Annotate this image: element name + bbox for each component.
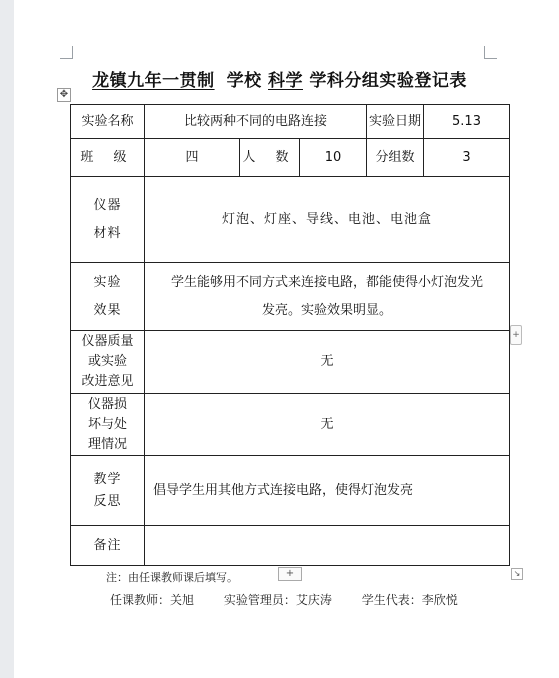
signature-line bbox=[110, 591, 484, 608]
table-row bbox=[71, 105, 510, 139]
experiment-register-table bbox=[70, 104, 510, 566]
table-row bbox=[71, 456, 510, 526]
table-row bbox=[71, 263, 510, 331]
teacher-name: 任课教师：关旭 bbox=[110, 593, 195, 607]
table-row bbox=[71, 177, 510, 263]
materials-label: 仪器 材料 bbox=[71, 177, 145, 263]
table-move-handle-icon[interactable]: ✥ bbox=[57, 88, 71, 102]
class-label: 班 级 bbox=[71, 139, 145, 177]
experiment-date-value[interactable]: 5.13 bbox=[424, 105, 510, 139]
quality-improvement-value[interactable]: 无 bbox=[145, 331, 510, 394]
student-count-value[interactable]: 10 bbox=[300, 139, 367, 177]
table-row bbox=[71, 394, 510, 456]
student-representative-name: 学生代表：李欣悦 bbox=[361, 593, 458, 607]
editor-left-margin bbox=[0, 0, 15, 678]
student-count-label: 人 数 bbox=[240, 139, 300, 177]
teaching-reflection-label: 教学 反思 bbox=[71, 456, 145, 526]
document-title bbox=[0, 66, 559, 91]
materials-value[interactable]: 灯泡、灯座、导线、电池、电池盒 bbox=[145, 177, 510, 263]
title-subject: 科学 bbox=[268, 71, 303, 91]
add-row-button[interactable]: + bbox=[278, 567, 302, 581]
title-school-name: 龙镇九年一贯制 bbox=[92, 71, 215, 91]
table-row bbox=[71, 331, 510, 394]
damage-handling-label: 仪器损 坏与处 理情况 bbox=[71, 394, 145, 456]
table-resize-handle-icon[interactable]: ↘ bbox=[511, 568, 523, 580]
group-count-label: 分组数 bbox=[367, 139, 424, 177]
title-school-suffix: 学校 bbox=[226, 71, 262, 91]
page-corner-mark-top-right bbox=[484, 46, 497, 59]
effect-label: 实验 效果 bbox=[71, 263, 145, 331]
page-corner-mark-top-left bbox=[60, 46, 73, 59]
damage-handling-value[interactable]: 无 bbox=[145, 394, 510, 456]
remarks-label: 备注 bbox=[71, 526, 145, 566]
teaching-reflection-value[interactable]: 倡导学生用其他方式连接电路，使得灯泡发亮 bbox=[145, 456, 510, 526]
class-value[interactable]: 四 bbox=[145, 139, 240, 177]
lab-manager-name: 实验管理员：艾庆涛 bbox=[223, 593, 332, 607]
table-row bbox=[71, 139, 510, 177]
quality-improvement-label: 仪器质量 或实验 改进意见 bbox=[71, 331, 145, 394]
experiment-name-label: 实验名称 bbox=[71, 105, 145, 139]
add-column-handle-icon[interactable]: + bbox=[510, 325, 522, 345]
remarks-value[interactable] bbox=[145, 526, 510, 566]
fill-note: 注：由任课教师课后填写。 bbox=[106, 571, 238, 584]
experiment-name-value[interactable]: 比较两种不同的电路连接 bbox=[145, 105, 367, 139]
effect-value[interactable]: 学生能够用不同方式来连接电路，都能使得小灯泡发光 发亮。实验效果明显。 bbox=[145, 263, 510, 331]
group-count-value[interactable]: 3 bbox=[424, 139, 510, 177]
title-form-name: 学科分组实验登记表 bbox=[309, 71, 467, 91]
experiment-date-label: 实验日期 bbox=[367, 105, 424, 139]
table-row bbox=[71, 526, 510, 566]
